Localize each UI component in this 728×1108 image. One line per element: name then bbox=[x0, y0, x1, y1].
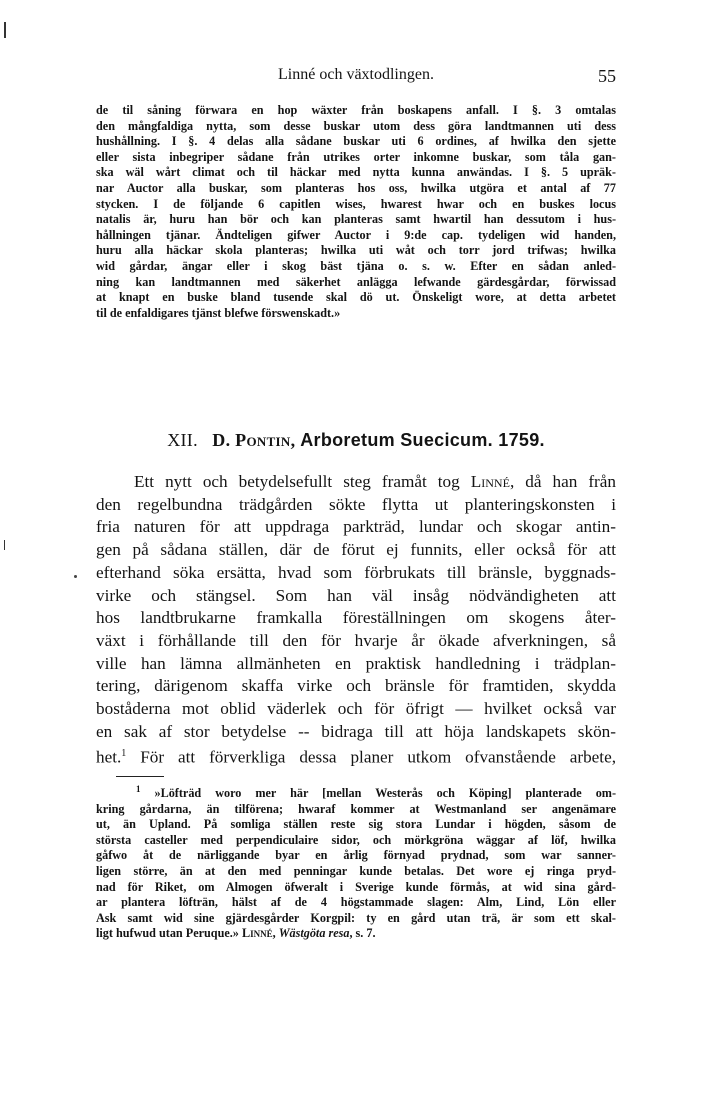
footnote-marker: 1 bbox=[136, 784, 141, 794]
text-line: Ask samt wid sine gjärdesgårder Korgpil: ty en gård utan trä, är som ett skal- bbox=[96, 910, 616, 925]
text-line: hushållning. I §. 4 delas alla sådane buskar uti 6 ordines, af hwilka den sjette bbox=[96, 134, 616, 149]
text-run: , då han från bbox=[509, 472, 616, 491]
text-line: hållningen tjänar. Ändteligen gifwer Auctor i 9:de cap. tydeligen wid handen, bbox=[96, 227, 616, 242]
text-run: Ett nytt och betydelsefullt steg framåt tog bbox=[134, 472, 471, 491]
text-line: gen på sådana ställen, där de förut ej funnits, eller också för att bbox=[96, 540, 616, 560]
section-title: Arboretum Suecicum. 1759. bbox=[300, 430, 545, 450]
section-number: XII. bbox=[167, 430, 198, 450]
main-paragraph bbox=[96, 471, 616, 770]
text-line bbox=[96, 471, 616, 494]
author-name: Linné bbox=[470, 472, 510, 491]
text-line: stycken. I de följande 6 capitlen wises, hwarest hwar och en buskes locus bbox=[96, 196, 616, 211]
text-line: fria naturen för att uppdraga parkträd, lundar och skogar antin- bbox=[96, 517, 616, 537]
footnote bbox=[96, 782, 616, 942]
text-line: gåfwo åt de närliggande byar en årlig förnyad prydnad, som war sanner- bbox=[96, 848, 616, 863]
text-line: boståderna mot oblid väderlek och för öfrigt — hvilket också var bbox=[96, 699, 616, 719]
text-line: de til såning förwara en hop wäxter från boskapens anfall. I §. 3 omtalas bbox=[96, 103, 616, 117]
text-line: virke och stängsel. Som han väl insåg nödvändigheten att bbox=[96, 585, 616, 605]
text-line: at knapt en buske bland tusende skal dö ut. Önskeligt wore, at detta arbetet bbox=[96, 290, 616, 305]
text-run: ligt hufwud utan Peruque.» bbox=[96, 926, 242, 941]
text-line: nar Auctor alla buskar, som planteras hos oss, hwilka utgöra et antal af 77 bbox=[96, 180, 616, 195]
footnote-divider bbox=[116, 776, 164, 777]
text-line: nad för Riket, om Almogen öfweralt i Sverige kunde förmås, at wid sina gård- bbox=[96, 879, 616, 894]
text-line: ligen större, än at den med penningar kunde betalas. Det wore ej ringa pryd- bbox=[96, 864, 616, 879]
quoted-passage bbox=[96, 103, 616, 321]
text-line: ar plantera löfträn, hälst af de 4 högstammade slagen: Alm, Lind, Lön eller bbox=[96, 895, 616, 910]
text-line: efterhand söka ersätta, hvad som förbrukats till bränsle, byggnads- bbox=[96, 562, 616, 582]
text-line: kring gårdarna, än tilförena; hwaraf kommer at Westmanland ser angenämare bbox=[96, 801, 616, 816]
text-line: wid gårdar, ängar eller i skog bäst tjäna o. s. w. Efter en sådan anled- bbox=[96, 258, 616, 273]
page-number: 55 bbox=[598, 66, 616, 86]
text-line: huru alla häckar skola planteras; hwilka uti wåt och torr jord trifwas; hwilka bbox=[96, 243, 616, 258]
text-line: den regelbundna trädgården sökte flytta ut planteringskonsten i bbox=[96, 494, 616, 514]
text-line bbox=[96, 743, 616, 769]
scan-edge-mark bbox=[4, 540, 5, 550]
text-line: växt i förhållande till den för hvarje år ökade afverkningen, så bbox=[96, 630, 616, 650]
author-name: Linné bbox=[241, 926, 273, 941]
text-line: ska wäl wårt climat och til häckar med nytta kunna anwändas. I §. 5 upräk- bbox=[96, 165, 616, 180]
work-title: Wästgöta resa bbox=[278, 926, 350, 941]
text-run: »Löfträd woro mer här [mellan Westerås och Köping] planterade om- bbox=[140, 786, 616, 801]
text-run: För att förverkliga dessa planer utkom ofvanstående arbete, bbox=[126, 748, 616, 768]
text-run: het. bbox=[96, 748, 122, 768]
text-line: natalis är, huru han bör och kan planteras samt hwartil han dessutom i hus- bbox=[96, 212, 616, 227]
text-line: hos landtbrukarne framkalla föreställningen om skogens åter- bbox=[96, 608, 616, 628]
text-line bbox=[96, 782, 616, 802]
text-line bbox=[96, 926, 616, 942]
scan-speck bbox=[74, 575, 77, 578]
text-line: til de enfaldigares tjänst blefwe förswenskadt.» bbox=[96, 305, 341, 320]
text-line: ning kan landtmannen med säkerhet anlägga lefwande gärdesgårdar, förwissad bbox=[96, 274, 616, 289]
text-line: tering, därigenom skaffa virke och bränsle för framtiden, skydda bbox=[96, 676, 616, 696]
running-title: Linné och växtodlingen. bbox=[278, 66, 434, 83]
text-run: , bbox=[272, 926, 279, 941]
text-line: den mångfaldiga nytta, som desse buskar utom dess göra landtmannen uti dess bbox=[96, 118, 616, 133]
text-line: en sak af stor betydelse -- bidraga till att höja landskapets skön- bbox=[96, 721, 616, 741]
text-line: största casteller med perpendiculaire sidor, och mörkgröna wäggar af löf, hwilka bbox=[96, 832, 616, 847]
running-header bbox=[96, 66, 616, 90]
section-heading bbox=[96, 430, 616, 451]
text-line: ville han lämna allmänheten en praktisk handledning i trädplan- bbox=[96, 653, 616, 673]
scan-edge-mark bbox=[4, 22, 6, 38]
section-author: D. Pontin, bbox=[212, 430, 296, 450]
text-run: , s. 7. bbox=[349, 926, 376, 941]
text-line: ut, än Upland. På somliga ställen reste sig stora Lundar i högden, såsom de bbox=[96, 817, 616, 832]
text-line: eller sista inbegriper sådane från utrikes orter inkomne buskar, som tåla gan- bbox=[96, 149, 616, 164]
footnote-reference: 1 bbox=[121, 748, 127, 760]
